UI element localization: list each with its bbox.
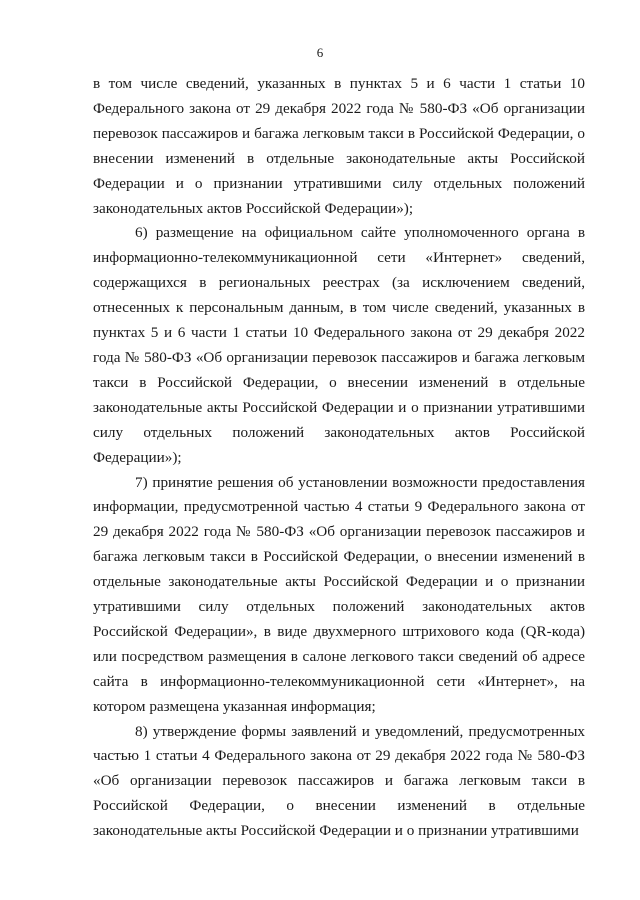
paragraph-item-7: 7) принятие решения об установлении возможности предоставления информации, предусмотренной частью 4 статьи 9 Федерального закона от 29 декабря 2022 года № 580-ФЗ «Об организации перевозок пассажиров и багажа легковым такси в Российской Федерации, о внесении изменений в отдельные законодательные акты Российской Федерации и о признании утратившими силу отдельных положений законодательных актов Российской Федерации», в виде двухмерного штрихового кода (QR-кода) или посредством размещения в салоне легкового такси сведений об адресе сайта в информационно-телекоммуникационной сети «Интернет», на котором размещена указанная информация; (93, 473, 585, 715)
paragraph-item-6: 6) размещение на официальном сайте уполномоченного органа в информационно-телекоммуникационной сети «Интернет» сведений, содержащихся в региональных реестрах (за исключением сведений, отнесенных к персональным данным, в том числе сведений, указанных в пунктах 5 и 6 части 1 статьи 10 Федерального закона от 29 декабря 2022 года № 580-ФЗ «Об организации перевозок пассажиров и багажа легковым такси в Российской Федерации, о внесении изменений в отдельные законодательные акты Российской Федерации и о признании утратившими силу отдельных положений законодательных актов Российской Федерации»); (93, 224, 585, 466)
document-body (93, 72, 585, 844)
paragraph-item-8: 8) утверждение формы заявлений и уведомлений, предусмотренных частью 1 статьи 4 Федерального закона от 29 декабря 2022 года № 580-ФЗ «Об организации перевозок пассажиров и багажа легковым такси в Российской Федерации, о внесении изменений в отдельные законодательные акты Российской Федерации и о признании утратившими (93, 722, 585, 840)
page-number: 6 (316, 45, 324, 60)
paragraph-continuation: в том числе сведений, указанных в пунктах 5 и 6 части 1 статьи 10 Федерального закона от 29 декабря 2022 года № 580-ФЗ «Об организации перевозок пассажиров и багажа легковым такси в Российской Федерации, о внесении изменений в отдельные законодательные акты Российской Федерации и о признании утратившими силу отдельных положений законодательных актов Российской Федерации»); (93, 75, 585, 217)
